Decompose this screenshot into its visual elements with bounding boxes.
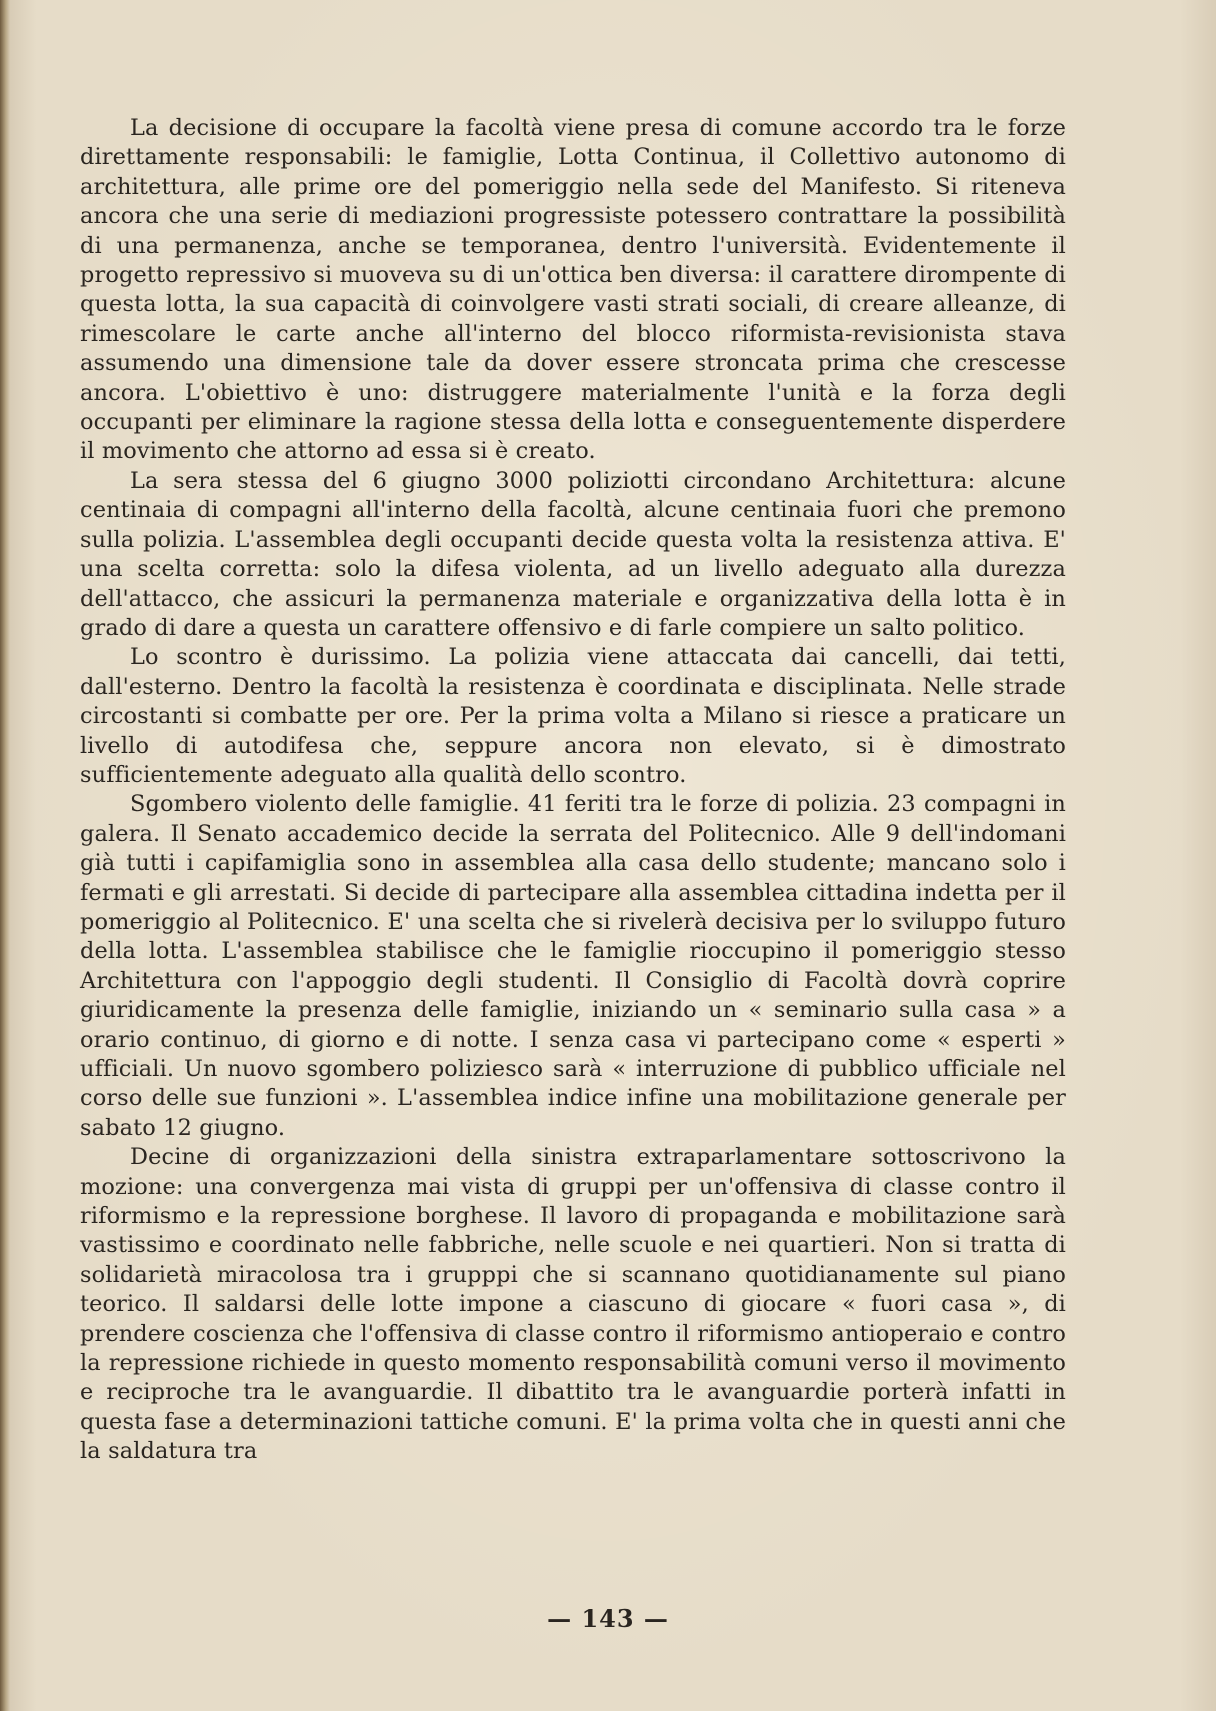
paragraph-3: Lo scontro è durissimo. La polizia viene attaccata dai cancelli, dai tetti, dall'esterno. Dentro la facoltà la resistenza è coordinata e disciplinata. Nelle strade circostanti si combatte per ore. Per la prima volta a Milano si riesce a praticare un livello di autodifesa che, seppure ancora non elevato, si è dimostrato sufficientemente adeguato alla qualità dello scontro. [80,644,1066,788]
paragraph-5: Decine di organizzazioni della sinistra extraparlamentare sottoscrivono la mozione: una convergenza mai vista di gruppi per un'offensiva di classe contro il riformismo e la repressione borghese. Il lavoro di propaganda e mobilitazione sarà vastissimo e coordinato nelle fabbriche, nelle scuole e nei quartieri. Non si tratta di solidarietà miracolosa tra i grupppi che si scannano quotidianamente sul piano teorico. Il saldarsi delle lotte impone a ciascuno di giocare « fuori casa », di prendere coscienza che l'offensiva di classe contro il riformismo antioperaio e contro la repressione richiede in questo momento responsabilità comuni verso il movimento e reciproche tra le avanguardie. Il dibattito tra le avanguardie porterà infatti in questa fase a determinazioni tattiche comuni. E' la prima volta che in questi anni che la saldatura tra [80,1144,1066,1465]
paragraph-4: Sgombero violento delle famiglie. 41 feriti tra le forze di polizia. 23 compagni in galera. Il Senato accademico decide la serrata del Politecnico. Alle 9 dell'indomani già tutti i capifamiglia sono in assemblea alla casa dello studente; mancano solo i fermati e gli arrestati. Si decide di partecipare alla assemblea cittadina indetta per il pomeriggio al Politecnico. E' una scelta che si rivelerà decisiva per lo sviluppo futuro della lotta. L'assemblea stabilisce che le famiglie rioccupino il pomeriggio stesso Architettura con l'appoggio degli studenti. Il Consiglio di Facoltà dovrà coprire giuridicamente la presenza delle famiglie, iniziando un « seminario sulla casa » a orario continuo, di giorno e di notte. I senza casa vi partecipano come « esperti » ufficiali. Un nuovo sgombero poliziesco sarà « interruzione di pubblico ufficiale nel corso delle sue funzioni ». L'assemblea indice infine una mobilitazione generale per sabato 12 giugno. [80,791,1066,1141]
page-number: — 143 — [547,1604,669,1633]
body-text [80,114,1066,1467]
paragraph-2: La sera stessa del 6 giugno 3000 poliziotti circondano Architettura: alcune centinaia di compagni all'interno della facoltà, alcune centinaia fuori che premono sulla polizia. L'assemblea degli occupanti decide questa volta la resistenza attiva. E' una scelta corretta: solo la difesa violenta, ad un livello adeguato alla durezza dell'attacco, che assicuri la permanenza materiale e organizzativa della lotta è in grado di dare a questa un carattere offensivo e di farle compiere un salto politico. [80,467,1066,641]
paragraph-1: La decisione di occupare la facoltà viene presa di comune accordo tra le forze direttamente responsabili: le famiglie, Lotta Continua, il Collettivo autonomo di architettura, alle prime ore del pomeriggio nella sede del Manifesto. Si riteneva ancora che una serie di mediazioni progressiste potessero contrattare la possibilità di una permanenza, anche se temporanea, dentro l'università. Evidentemente il progetto repressivo si muoveva su di un'ottica ben diversa: il carattere dirompente di questa lotta, la sua capacità di coinvolgere vasti strati sociali, di creare alleanze, di rimescolare le carte anche all'interno del blocco riformista-revisionista stava assumendo una dimensione tale da dover essere stroncata prima che crescesse ancora. L'obiettivo è uno: distruggere materialmente l'unità e la forza degli occupanti per eliminare la ragione stessa della lotta e conseguentemente disperdere il movimento che attorno ad essa si è creato. [80,115,1066,465]
